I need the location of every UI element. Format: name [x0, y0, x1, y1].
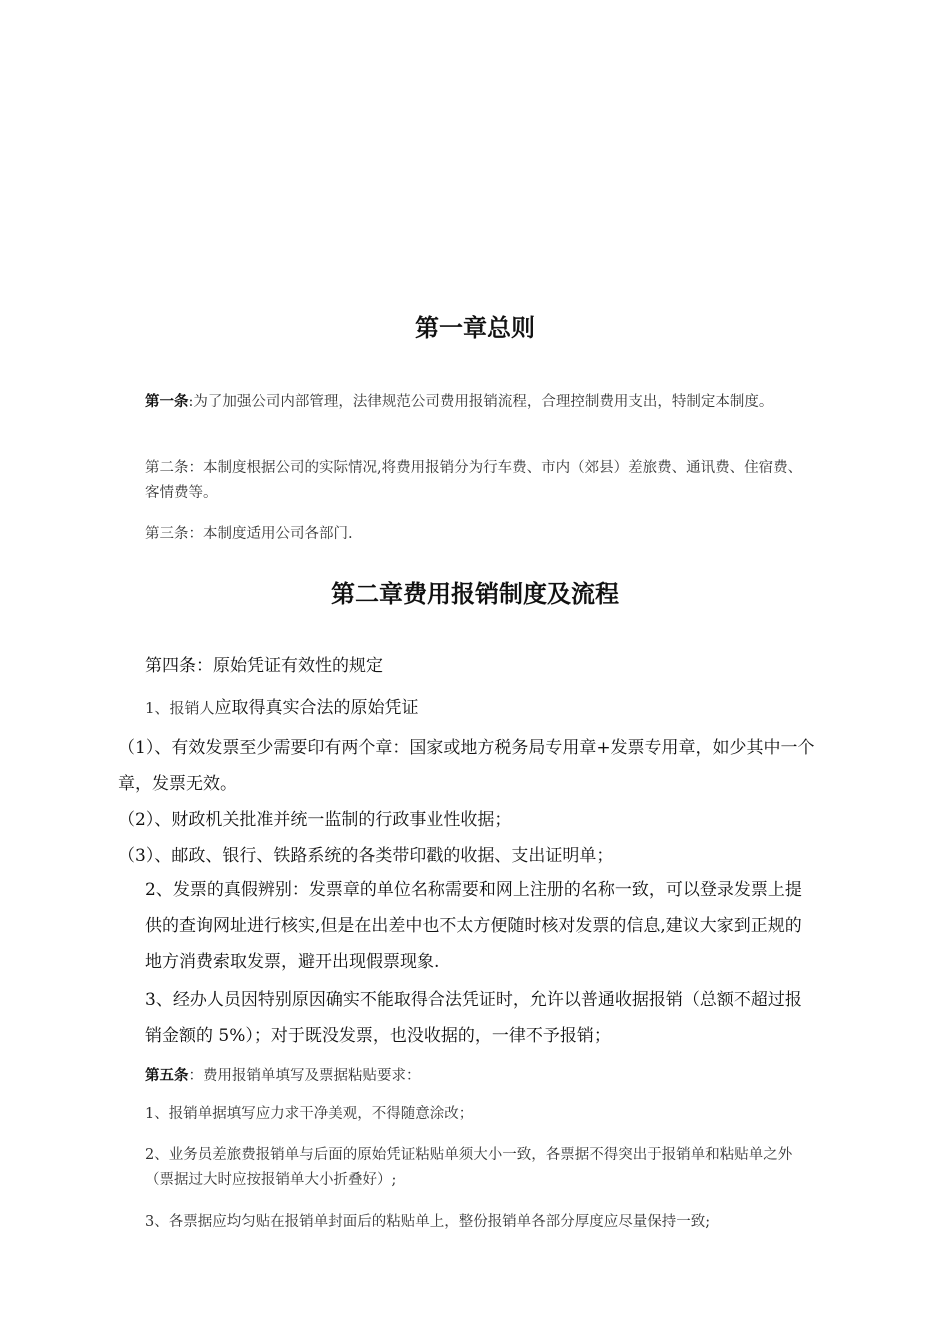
article-4-item-3: 3、经办人员因特别原因确实不能取得合法凭证时，允许以普通收据报销（总额不超过报销金额的 5%）；对于既没发票，也没收据的，一律不予报销； — [145, 990, 802, 1046]
article-5-item-1: 1、报销单据填写应力求干净美观，不得随意涂改； — [145, 1106, 474, 1122]
article-4-item-1-text: 应取得真实合法的原始凭证 — [214, 698, 419, 718]
article-5-item-2: 2、业务员差旅费报销单与后面的原始凭证粘贴单须大小一致，各票据不得突出于报销单和粘贴单之外（票据过大时应按报销单大小折叠好）; — [145, 1147, 793, 1188]
article-2: 第二条：本制度根据公司的实际情况,将费用报销分为行车费、市内（郊县）差旅费、通讯费、住宿费、客情费等。 — [145, 460, 803, 501]
article-1-label: 第一条 — [145, 394, 189, 410]
article-4-item-1-prefix: 1、报销人 — [145, 699, 215, 717]
article-1 — [145, 390, 810, 415]
article-4-item-1 — [145, 692, 419, 724]
article-4-sub-1: （1）、有效发票至少需要印有两个章：国家或地方税务局专用章+发票专用章，如少其中一个章，发票无效。 — [118, 738, 815, 794]
chapter-2-title: 第二章费用报销制度及流程 — [331, 580, 619, 608]
chapter-1-title: 第一章总则 — [415, 314, 535, 342]
article-5-label: 第五条 — [145, 1068, 189, 1084]
article-3: 第三条：本制度适用公司各部门. — [145, 526, 353, 542]
article-5-item-3: 3、各票据应均匀贴在报销单封面后的粘贴单上，整份报销单各部分厚度应尽量保持一致; — [145, 1214, 711, 1230]
article-1-text: :为了加强公司内部管理，法律规范公司费用报销流程，合理控制费用支出，特制定本制度。 — [188, 394, 774, 410]
article-4-sub-3: （3）、邮政、银行、铁路系统的各类带印戳的收据、支出证明单； — [118, 846, 614, 866]
article-4-item-2: 2、发票的真假辨别：发票章的单位名称需要和网上注册的名称一致，可以登录发票上提供的查询网址进行核实,但是在出差中也不太方便随时核对发票的信息,建议大家到正规的地方消费索取发票，避开出现假票现象. — [145, 880, 802, 972]
article-4-heading: 第四条：原始凭证有效性的规定 — [145, 656, 383, 676]
article-5 — [145, 1064, 810, 1089]
article-4-sub-2: （2）、财政机关批准并统一监制的行政事业性收据； — [118, 810, 512, 830]
article-5-text: ：费用报销单填写及票据粘贴要求： — [188, 1068, 421, 1084]
